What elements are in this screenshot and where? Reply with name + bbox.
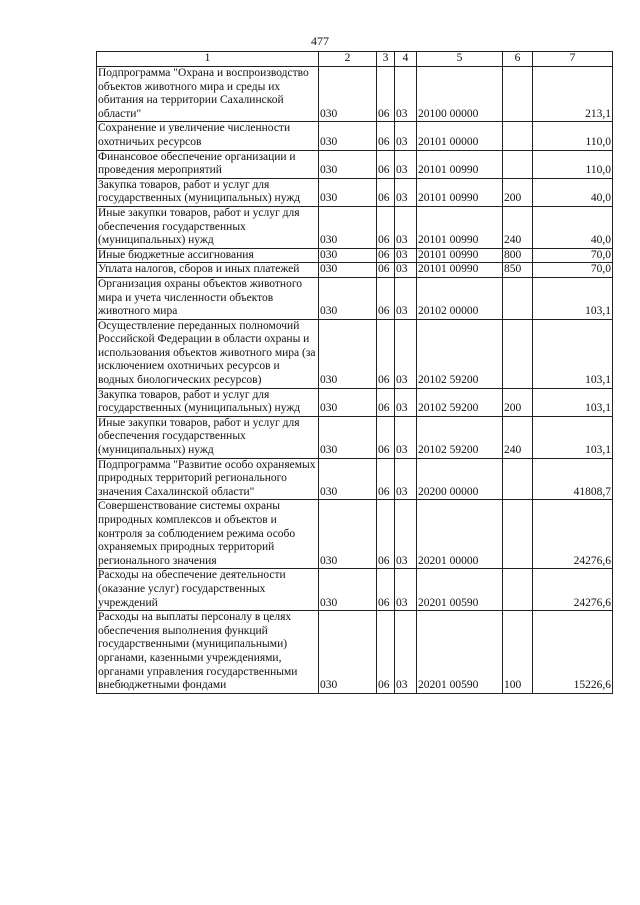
row-ministry-code: 030 <box>319 569 377 611</box>
table-row <box>97 319 613 388</box>
row-name: Уплата налогов, сборов и иных платежей <box>97 263 319 278</box>
row-subsection-code: 03 <box>395 248 417 263</box>
row-subsection-code: 03 <box>395 122 417 150</box>
col-header-4: 4 <box>395 52 417 67</box>
row-target-code: 20100 00000 <box>417 67 503 122</box>
row-amount: 70,0 <box>533 263 613 278</box>
table-row <box>97 150 613 178</box>
row-expense-type-code: 850 <box>503 263 533 278</box>
row-amount: 213,1 <box>533 67 613 122</box>
row-name: Расходы на обеспечение деятельности (оказание услуг) государственных учреждений <box>97 569 319 611</box>
row-amount: 103,1 <box>533 319 613 388</box>
row-expense-type-code <box>503 319 533 388</box>
row-target-code: 20101 00990 <box>417 178 503 206</box>
row-ministry-code: 030 <box>319 178 377 206</box>
row-target-code: 20201 00590 <box>417 569 503 611</box>
row-section-code: 06 <box>377 67 395 122</box>
table-row <box>97 122 613 150</box>
table-row <box>97 416 613 458</box>
row-ministry-code: 030 <box>319 206 377 248</box>
row-expense-type-code <box>503 277 533 319</box>
row-name: Подпрограмма "Развитие особо охраняемых природных территорий регионального значения Сахалинской области" <box>97 458 319 500</box>
row-section-code: 06 <box>377 388 395 416</box>
page-number: 477 <box>311 34 329 48</box>
row-ministry-code: 030 <box>319 67 377 122</box>
col-header-3: 3 <box>377 52 395 67</box>
row-section-code: 06 <box>377 122 395 150</box>
row-name: Организация охраны объектов животного мира и учета численности объектов животного мира <box>97 277 319 319</box>
row-amount: 24276,6 <box>533 500 613 569</box>
row-target-code: 20201 00590 <box>417 611 503 694</box>
row-section-code: 06 <box>377 500 395 569</box>
row-name: Финансовое обеспечение организации и проведения мероприятий <box>97 150 319 178</box>
row-expense-type-code: 240 <box>503 416 533 458</box>
row-ministry-code: 030 <box>319 611 377 694</box>
col-header-7: 7 <box>533 52 613 67</box>
row-target-code: 20200 00000 <box>417 458 503 500</box>
row-ministry-code: 030 <box>319 248 377 263</box>
row-expense-type-code <box>503 67 533 122</box>
row-amount: 15226,6 <box>533 611 613 694</box>
table-row <box>97 569 613 611</box>
row-ministry-code: 030 <box>319 122 377 150</box>
row-name: Закупка товаров, работ и услуг для государственных (муниципальных) нужд <box>97 388 319 416</box>
row-expense-type-code <box>503 150 533 178</box>
table-row <box>97 277 613 319</box>
row-amount: 40,0 <box>533 206 613 248</box>
row-section-code: 06 <box>377 458 395 500</box>
row-amount: 70,0 <box>533 248 613 263</box>
row-name: Сохранение и увеличение численности охотничьих ресурсов <box>97 122 319 150</box>
row-amount: 41808,7 <box>533 458 613 500</box>
row-target-code: 20101 00990 <box>417 150 503 178</box>
row-ministry-code: 030 <box>319 263 377 278</box>
table-row <box>97 263 613 278</box>
row-section-code: 06 <box>377 150 395 178</box>
row-expense-type-code <box>503 500 533 569</box>
row-section-code: 06 <box>377 416 395 458</box>
row-target-code: 20101 00990 <box>417 248 503 263</box>
row-subsection-code: 03 <box>395 178 417 206</box>
row-subsection-code: 03 <box>395 611 417 694</box>
row-subsection-code: 03 <box>395 416 417 458</box>
row-expense-type-code <box>503 569 533 611</box>
col-header-1: 1 <box>97 52 319 67</box>
row-subsection-code: 03 <box>395 67 417 122</box>
col-header-2: 2 <box>319 52 377 67</box>
row-expense-type-code: 200 <box>503 178 533 206</box>
row-subsection-code: 03 <box>395 458 417 500</box>
row-section-code: 06 <box>377 569 395 611</box>
row-amount: 103,1 <box>533 416 613 458</box>
row-target-code: 20102 59200 <box>417 416 503 458</box>
row-ministry-code: 030 <box>319 319 377 388</box>
table-row <box>97 248 613 263</box>
header-row <box>97 52 613 67</box>
table-row <box>97 611 613 694</box>
row-subsection-code: 03 <box>395 319 417 388</box>
row-subsection-code: 03 <box>395 277 417 319</box>
table-row <box>97 178 613 206</box>
row-section-code: 06 <box>377 319 395 388</box>
row-name: Подпрограмма "Охрана и воспроизводство объектов животного мира и среды их обитания на территории Сахалинской области" <box>97 67 319 122</box>
row-name: Иные закупки товаров, работ и услуг для обеспечения государственных (муниципальных) нужд <box>97 416 319 458</box>
row-expense-type-code <box>503 458 533 500</box>
table-row <box>97 500 613 569</box>
row-section-code: 06 <box>377 277 395 319</box>
row-subsection-code: 03 <box>395 263 417 278</box>
row-name: Расходы на выплаты персоналу в целях обеспечения выполнения функций государственными (муниципальными) органами, казенными учреждениями, органами управления государственными внебюджетными фондами <box>97 611 319 694</box>
row-name: Осуществление переданных полномочий Российской Федерации в области охраны и использования объектов животного мира (за исключением охотничьих ресурсов и водных биологических ресурсов) <box>97 319 319 388</box>
row-ministry-code: 030 <box>319 388 377 416</box>
row-target-code: 20101 00990 <box>417 206 503 248</box>
row-expense-type-code: 800 <box>503 248 533 263</box>
col-header-6: 6 <box>503 52 533 67</box>
row-section-code: 06 <box>377 611 395 694</box>
row-name: Закупка товаров, работ и услуг для государственных (муниципальных) нужд <box>97 178 319 206</box>
col-header-5: 5 <box>417 52 503 67</box>
row-ministry-code: 030 <box>319 277 377 319</box>
row-expense-type-code: 100 <box>503 611 533 694</box>
row-target-code: 20101 00000 <box>417 122 503 150</box>
row-target-code: 20102 59200 <box>417 388 503 416</box>
row-ministry-code: 030 <box>319 458 377 500</box>
row-subsection-code: 03 <box>395 500 417 569</box>
row-amount: 103,1 <box>533 388 613 416</box>
table-row <box>97 458 613 500</box>
table-row <box>97 388 613 416</box>
row-subsection-code: 03 <box>395 569 417 611</box>
row-subsection-code: 03 <box>395 388 417 416</box>
row-amount: 110,0 <box>533 150 613 178</box>
row-expense-type-code: 240 <box>503 206 533 248</box>
budget-table <box>96 51 613 694</box>
table-row <box>97 206 613 248</box>
row-subsection-code: 03 <box>395 150 417 178</box>
row-expense-type-code <box>503 122 533 150</box>
row-ministry-code: 030 <box>319 500 377 569</box>
row-ministry-code: 030 <box>319 150 377 178</box>
row-target-code: 20101 00990 <box>417 263 503 278</box>
row-amount: 24276,6 <box>533 569 613 611</box>
row-amount: 110,0 <box>533 122 613 150</box>
row-expense-type-code: 200 <box>503 388 533 416</box>
table-row <box>97 67 613 122</box>
row-target-code: 20102 00000 <box>417 277 503 319</box>
row-target-code: 20201 00000 <box>417 500 503 569</box>
row-name: Иные закупки товаров, работ и услуг для обеспечения государственных (муниципальных) нужд <box>97 206 319 248</box>
row-section-code: 06 <box>377 248 395 263</box>
row-section-code: 06 <box>377 263 395 278</box>
row-section-code: 06 <box>377 206 395 248</box>
row-section-code: 06 <box>377 178 395 206</box>
row-name: Иные бюджетные ассигнования <box>97 248 319 263</box>
row-amount: 103,1 <box>533 277 613 319</box>
row-target-code: 20102 59200 <box>417 319 503 388</box>
row-ministry-code: 030 <box>319 416 377 458</box>
row-amount: 40,0 <box>533 178 613 206</box>
row-subsection-code: 03 <box>395 206 417 248</box>
row-name: Совершенствование системы охраны природных комплексов и объектов и контроля за соблюдением режима особо охраняемых природных территорий регионального значения <box>97 500 319 569</box>
